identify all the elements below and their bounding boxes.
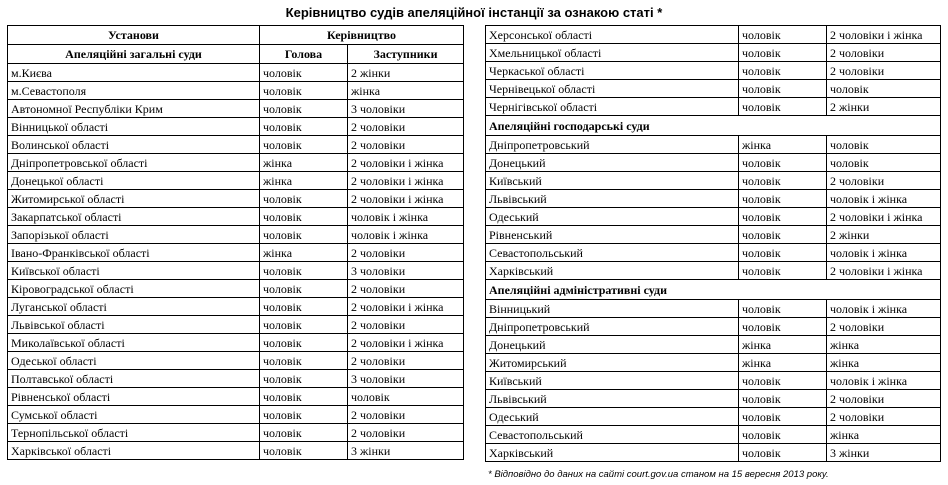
table-row — [486, 26, 941, 44]
table-row — [486, 154, 941, 172]
right-table-body-general — [486, 26, 941, 116]
head-gender: чоловік — [260, 208, 348, 226]
head-gender: чоловік — [739, 80, 827, 98]
head-gender: чоловік — [260, 100, 348, 118]
deputies-composition: 2 чоловіки і жінка — [827, 262, 941, 280]
head-gender: чоловік — [260, 64, 348, 82]
deputies-composition: 2 чоловіки і жінка — [348, 172, 464, 190]
court-name: Донецький — [486, 336, 739, 354]
table-row — [486, 426, 941, 444]
deputies-composition: 2 чоловіки — [348, 118, 464, 136]
court-name: Вінницький — [486, 300, 739, 318]
table-row — [8, 118, 464, 136]
deputies-composition: чоловік і жінка — [348, 208, 464, 226]
deputies-composition: 2 чоловіки — [827, 44, 941, 62]
table-row — [8, 388, 464, 406]
court-name: Київський — [486, 372, 739, 390]
head-gender: жінка — [739, 136, 827, 154]
table-row — [8, 316, 464, 334]
head-gender: чоловік — [260, 118, 348, 136]
header-institutions: Установи — [8, 26, 260, 45]
deputies-composition: 2 чоловіки — [348, 424, 464, 442]
deputies-composition: чоловік і жінка — [827, 190, 941, 208]
deputies-composition: 2 чоловіки — [827, 390, 941, 408]
court-name: м.Севастополя — [8, 82, 260, 100]
court-name: Херсонської області — [486, 26, 739, 44]
right-table-body-admin — [486, 300, 941, 462]
table-row — [486, 390, 941, 408]
head-gender: чоловік — [739, 98, 827, 116]
deputies-composition: 2 чоловіки — [348, 316, 464, 334]
head-gender: чоловік — [260, 406, 348, 424]
table-row — [486, 190, 941, 208]
table-row — [8, 172, 464, 190]
deputies-composition: 2 чоловіки і жінка — [348, 298, 464, 316]
table-row — [8, 334, 464, 352]
section-admin-courts: Апеляційні адміністративні суди — [486, 280, 941, 300]
table-row — [486, 372, 941, 390]
table-row — [486, 336, 941, 354]
head-gender: чоловік — [739, 318, 827, 336]
court-name: Луганської області — [8, 298, 260, 316]
table-row — [486, 136, 941, 154]
deputies-composition: 3 чоловіки — [348, 262, 464, 280]
right-table-body-commercial — [486, 136, 941, 280]
court-name: Севастопольський — [486, 426, 739, 444]
deputies-composition: 2 чоловіки — [348, 352, 464, 370]
court-name: Вінницької області — [8, 118, 260, 136]
head-gender: жінка — [739, 354, 827, 372]
head-gender: чоловік — [739, 26, 827, 44]
deputies-composition: чоловік і жінка — [827, 244, 941, 262]
table-row — [8, 298, 464, 316]
table-row — [8, 226, 464, 244]
court-name: Чернівецької області — [486, 80, 739, 98]
section-row — [486, 280, 941, 300]
table-row — [486, 62, 941, 80]
deputies-composition: 2 чоловіки — [827, 318, 941, 336]
header-management: Керівництво — [260, 26, 464, 45]
court-name: Кіровоградської області — [8, 280, 260, 298]
head-gender: жінка — [260, 172, 348, 190]
table-row — [486, 172, 941, 190]
court-name: Київський — [486, 172, 739, 190]
court-name: Сумської області — [8, 406, 260, 424]
head-gender: чоловік — [739, 62, 827, 80]
deputies-composition: 2 чоловіки і жінка — [827, 26, 941, 44]
table-row — [486, 44, 941, 62]
head-gender: чоловік — [739, 190, 827, 208]
court-name: Житомирської області — [8, 190, 260, 208]
right-table — [485, 25, 941, 462]
header-deputies: Заступники — [348, 45, 464, 64]
head-gender: чоловік — [260, 262, 348, 280]
table-row — [8, 64, 464, 82]
court-name: Рівненський — [486, 226, 739, 244]
table-row — [8, 208, 464, 226]
head-gender: чоловік — [739, 172, 827, 190]
head-gender: жінка — [260, 244, 348, 262]
left-table-body — [8, 64, 464, 460]
deputies-composition: 3 чоловіки — [348, 100, 464, 118]
head-gender: чоловік — [260, 370, 348, 388]
table-row — [486, 80, 941, 98]
table-row — [8, 424, 464, 442]
head-gender: чоловік — [260, 442, 348, 460]
head-gender: чоловік — [739, 426, 827, 444]
head-gender: чоловік — [260, 190, 348, 208]
head-gender: чоловік — [260, 226, 348, 244]
court-name: Чернігівської області — [486, 98, 739, 116]
head-gender: чоловік — [260, 334, 348, 352]
court-name: Запорізької області — [8, 226, 260, 244]
court-name: м.Києва — [8, 64, 260, 82]
deputies-composition: жінка — [827, 354, 941, 372]
table-row — [486, 244, 941, 262]
table-row — [8, 262, 464, 280]
court-name: Донецької області — [8, 172, 260, 190]
deputies-composition: 2 чоловіки і жінка — [348, 154, 464, 172]
deputies-composition: чоловік — [827, 154, 941, 172]
head-gender: чоловік — [739, 244, 827, 262]
court-name: Донецький — [486, 154, 739, 172]
table-row — [8, 82, 464, 100]
deputies-composition: 2 чоловіки — [348, 244, 464, 262]
table-row — [486, 208, 941, 226]
header-head: Голова — [260, 45, 348, 64]
court-name: Волинської області — [8, 136, 260, 154]
deputies-composition: 2 чоловіки і жінка — [348, 334, 464, 352]
head-gender: жінка — [739, 336, 827, 354]
table-row — [486, 318, 941, 336]
deputies-composition: 2 чоловіки — [348, 136, 464, 154]
court-name: Дніпропетровський — [486, 136, 739, 154]
deputies-composition: чоловік і жінка — [348, 226, 464, 244]
deputies-composition: чоловік — [827, 80, 941, 98]
court-name: Миколаївської області — [8, 334, 260, 352]
header-row — [8, 45, 464, 64]
section-row — [486, 116, 941, 136]
deputies-composition: жінка — [348, 82, 464, 100]
deputies-composition: 2 жінки — [348, 64, 464, 82]
head-gender: чоловік — [739, 226, 827, 244]
table-row — [486, 300, 941, 318]
table-row — [486, 98, 941, 116]
head-gender: чоловік — [739, 372, 827, 390]
court-name: Хмельницької області — [486, 44, 739, 62]
table-row — [8, 136, 464, 154]
court-name: Рівненської області — [8, 388, 260, 406]
court-name: Севастопольський — [486, 244, 739, 262]
court-name: Львівський — [486, 390, 739, 408]
court-name: Житомирський — [486, 354, 739, 372]
deputies-composition: чоловік і жінка — [827, 300, 941, 318]
footnote: * Відповідно до даних на сайті court.gov.ua станом на 15 вересня 2013 року. — [488, 469, 829, 480]
deputies-composition: 2 чоловіки — [827, 408, 941, 426]
court-name: Харківський — [486, 262, 739, 280]
table-row — [8, 280, 464, 298]
head-gender: чоловік — [260, 280, 348, 298]
court-name: Одеський — [486, 408, 739, 426]
head-gender: чоловік — [260, 388, 348, 406]
head-gender: жінка — [260, 154, 348, 172]
head-gender: чоловік — [739, 444, 827, 462]
court-name: Харківський — [486, 444, 739, 462]
head-gender: чоловік — [260, 136, 348, 154]
court-name: Харківської області — [8, 442, 260, 460]
table-row — [8, 352, 464, 370]
court-name: Одеської області — [8, 352, 260, 370]
head-gender: чоловік — [739, 300, 827, 318]
table-row — [8, 154, 464, 172]
table-row — [8, 190, 464, 208]
deputies-composition: чоловік і жінка — [827, 372, 941, 390]
court-name: Тернопільської області — [8, 424, 260, 442]
table-row — [8, 442, 464, 460]
head-gender: чоловік — [739, 262, 827, 280]
court-name: Черкаської області — [486, 62, 739, 80]
deputies-composition: 3 жінки — [348, 442, 464, 460]
deputies-composition: 2 чоловіки — [348, 406, 464, 424]
table-row — [486, 262, 941, 280]
section-commercial-courts: Апеляційні господарські суди — [486, 116, 941, 136]
head-gender: чоловік — [260, 424, 348, 442]
head-gender: чоловік — [739, 154, 827, 172]
court-name: Автономної Республіки Крим — [8, 100, 260, 118]
deputies-composition: жінка — [827, 426, 941, 444]
deputies-composition: чоловік — [827, 136, 941, 154]
deputies-composition: 3 жінки — [827, 444, 941, 462]
court-name: Львівської області — [8, 316, 260, 334]
court-name: Закарпатської області — [8, 208, 260, 226]
table-row — [8, 370, 464, 388]
table-row — [486, 408, 941, 426]
deputies-composition: 2 чоловіки — [827, 62, 941, 80]
head-gender: чоловік — [739, 208, 827, 226]
head-gender: чоловік — [260, 298, 348, 316]
court-name: Львівський — [486, 190, 739, 208]
left-table — [7, 25, 464, 460]
deputies-composition: 2 чоловіки — [827, 172, 941, 190]
court-name: Дніпропетровський — [486, 318, 739, 336]
table-row — [486, 226, 941, 244]
deputies-composition: 2 чоловіки — [348, 280, 464, 298]
head-gender: чоловік — [739, 390, 827, 408]
court-name: Дніпропетровської області — [8, 154, 260, 172]
table-row — [486, 444, 941, 462]
header-row — [8, 26, 464, 45]
header-general-courts: Апеляційні загальні суди — [8, 45, 260, 64]
deputies-composition: 3 чоловіки — [348, 370, 464, 388]
table-row — [8, 406, 464, 424]
table-row — [8, 244, 464, 262]
court-name: Одеський — [486, 208, 739, 226]
deputies-composition: чоловік — [348, 388, 464, 406]
head-gender: чоловік — [739, 408, 827, 426]
deputies-composition: 2 жінки — [827, 98, 941, 116]
court-name: Київської області — [8, 262, 260, 280]
head-gender: чоловік — [739, 44, 827, 62]
head-gender: чоловік — [260, 352, 348, 370]
deputies-composition: жінка — [827, 336, 941, 354]
deputies-composition: 2 чоловіки і жінка — [348, 190, 464, 208]
table-row — [486, 354, 941, 372]
deputies-composition: 2 жінки — [827, 226, 941, 244]
head-gender: чоловік — [260, 82, 348, 100]
table-row — [8, 100, 464, 118]
page-title: Керівництво судів апеляційної інстанції за ознакою статі * — [285, 5, 663, 20]
court-name: Івано-Франківської області — [8, 244, 260, 262]
head-gender: чоловік — [260, 316, 348, 334]
court-name: Полтавської області — [8, 370, 260, 388]
deputies-composition: 2 чоловіки і жінка — [827, 208, 941, 226]
